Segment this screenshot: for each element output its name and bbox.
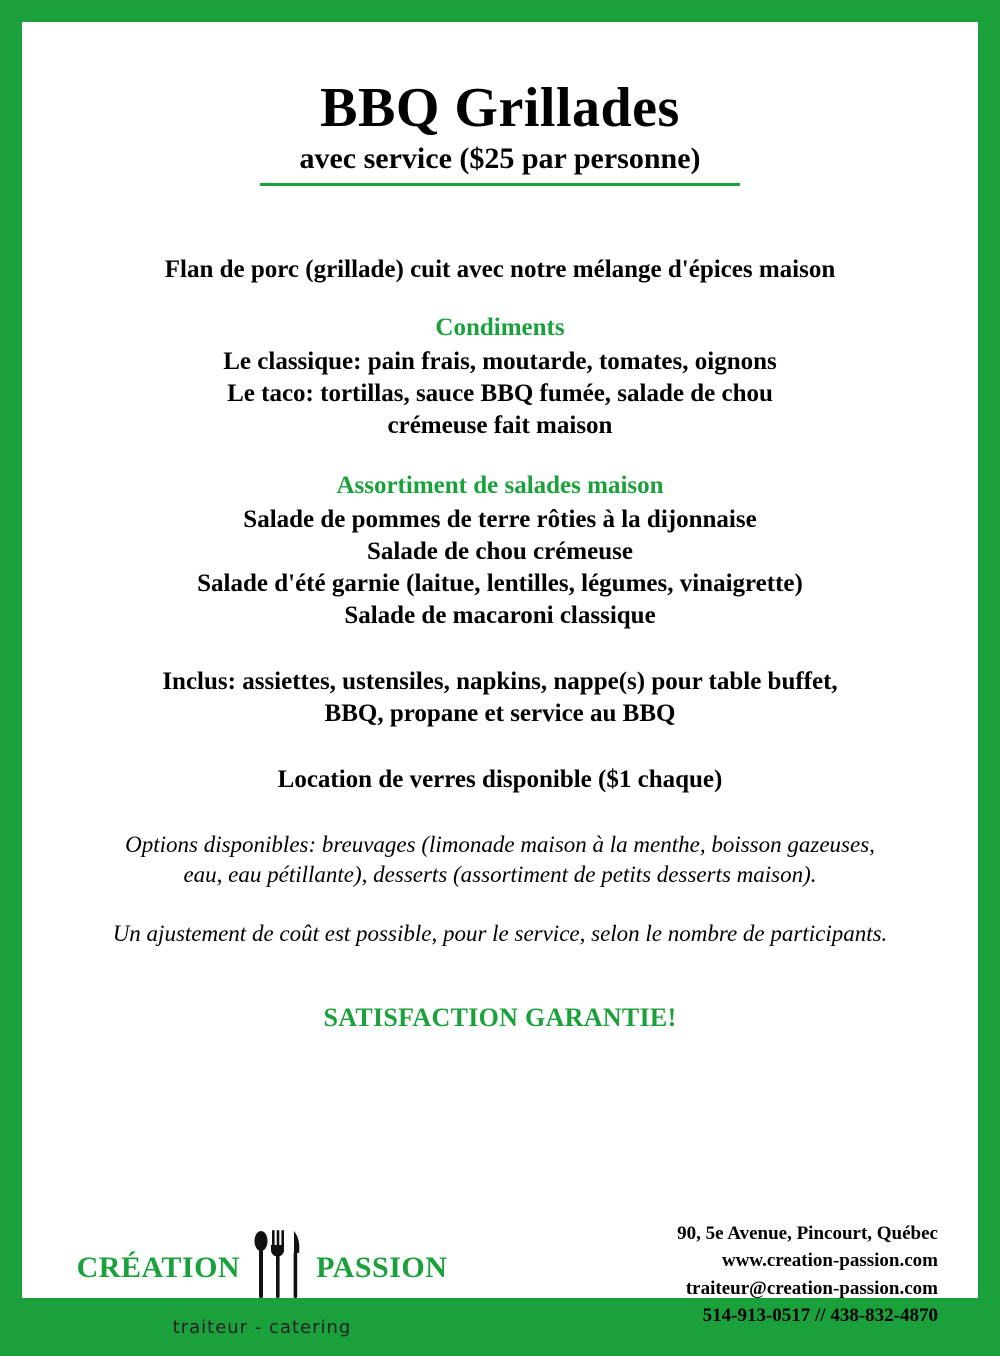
condiments-list: [62, 346, 938, 442]
adjustment-note: [62, 919, 938, 949]
salades-list: [62, 504, 938, 632]
cutlery-icon: [250, 1228, 306, 1307]
title-divider: [260, 183, 740, 186]
menu-content: [22, 77, 978, 1356]
satisfaction-guarantee: SATISFACTION GARANTIE!: [323, 1003, 677, 1033]
page-subtitle: avec service ($25 par personne): [299, 142, 701, 175]
contact-email[interactable]: traiteur@creation-passion.com: [685, 1277, 938, 1299]
list-item: crémeuse fait maison: [387, 412, 613, 439]
logo-wordmark-row: [77, 1228, 448, 1307]
footer: [22, 1220, 978, 1338]
options-note: [62, 830, 938, 891]
options-note-line: eau, eau pétillante), desserts (assortiment de petits desserts maison).: [183, 862, 817, 888]
inclusions-line: BBQ, propane et service au BBQ: [324, 700, 676, 727]
section-heading-salades: Assortiment de salades maison: [336, 472, 664, 499]
adjustment-note-line: Un ajustement de coût est possible, pour le service, selon le nombre de participants.: [112, 920, 888, 946]
inclusions-block: [62, 666, 938, 730]
contact-website[interactable]: www.creation-passion.com: [721, 1250, 938, 1272]
company-logo: [62, 1228, 462, 1338]
contact-block: [677, 1220, 938, 1338]
list-item: Salade d'été garnie (laitue, lentilles, légumes, vinaigrette): [197, 570, 803, 597]
options-note-line: Options disponibles: breuvages (limonade maison à la menthe, boisson gazeuses,: [125, 832, 875, 857]
logo-word-right: PASSION: [316, 1250, 448, 1284]
glass-rental-line: Location de verres disponible ($1 chaque): [277, 766, 723, 793]
section-heading-condiments: Condiments: [435, 314, 565, 341]
contact-phones[interactable]: 514-913-0517 // 438-832-4870: [702, 1305, 938, 1327]
menu-page: [22, 22, 978, 1338]
list-item: Salade de pommes de terre rôties à la dijonnaise: [243, 506, 757, 533]
lead-description: Flan de porc (grillade) cuit avec notre mélange d'épices maison: [164, 256, 836, 283]
glass-rental-block: [62, 764, 938, 796]
logo-word-left: CRÉATION: [76, 1250, 241, 1284]
inclusions-line: Inclus: assiettes, ustensiles, napkins, nappe(s) pour table buffet,: [162, 668, 838, 695]
list-item: Salade de chou crémeuse: [367, 538, 633, 565]
list-item: Salade de macaroni classique: [344, 602, 656, 629]
page-title: BBQ Grillades: [320, 77, 680, 139]
list-item: Le taco: tortillas, sauce BBQ fumée, salade de chou: [227, 380, 773, 407]
contact-address: 90, 5e Avenue, Pincourt, Québec: [677, 1222, 938, 1244]
list-item: Le classique: pain frais, moutarde, tomates, oignons: [223, 348, 777, 375]
logo-tagline: traiteur - catering: [172, 1317, 352, 1338]
